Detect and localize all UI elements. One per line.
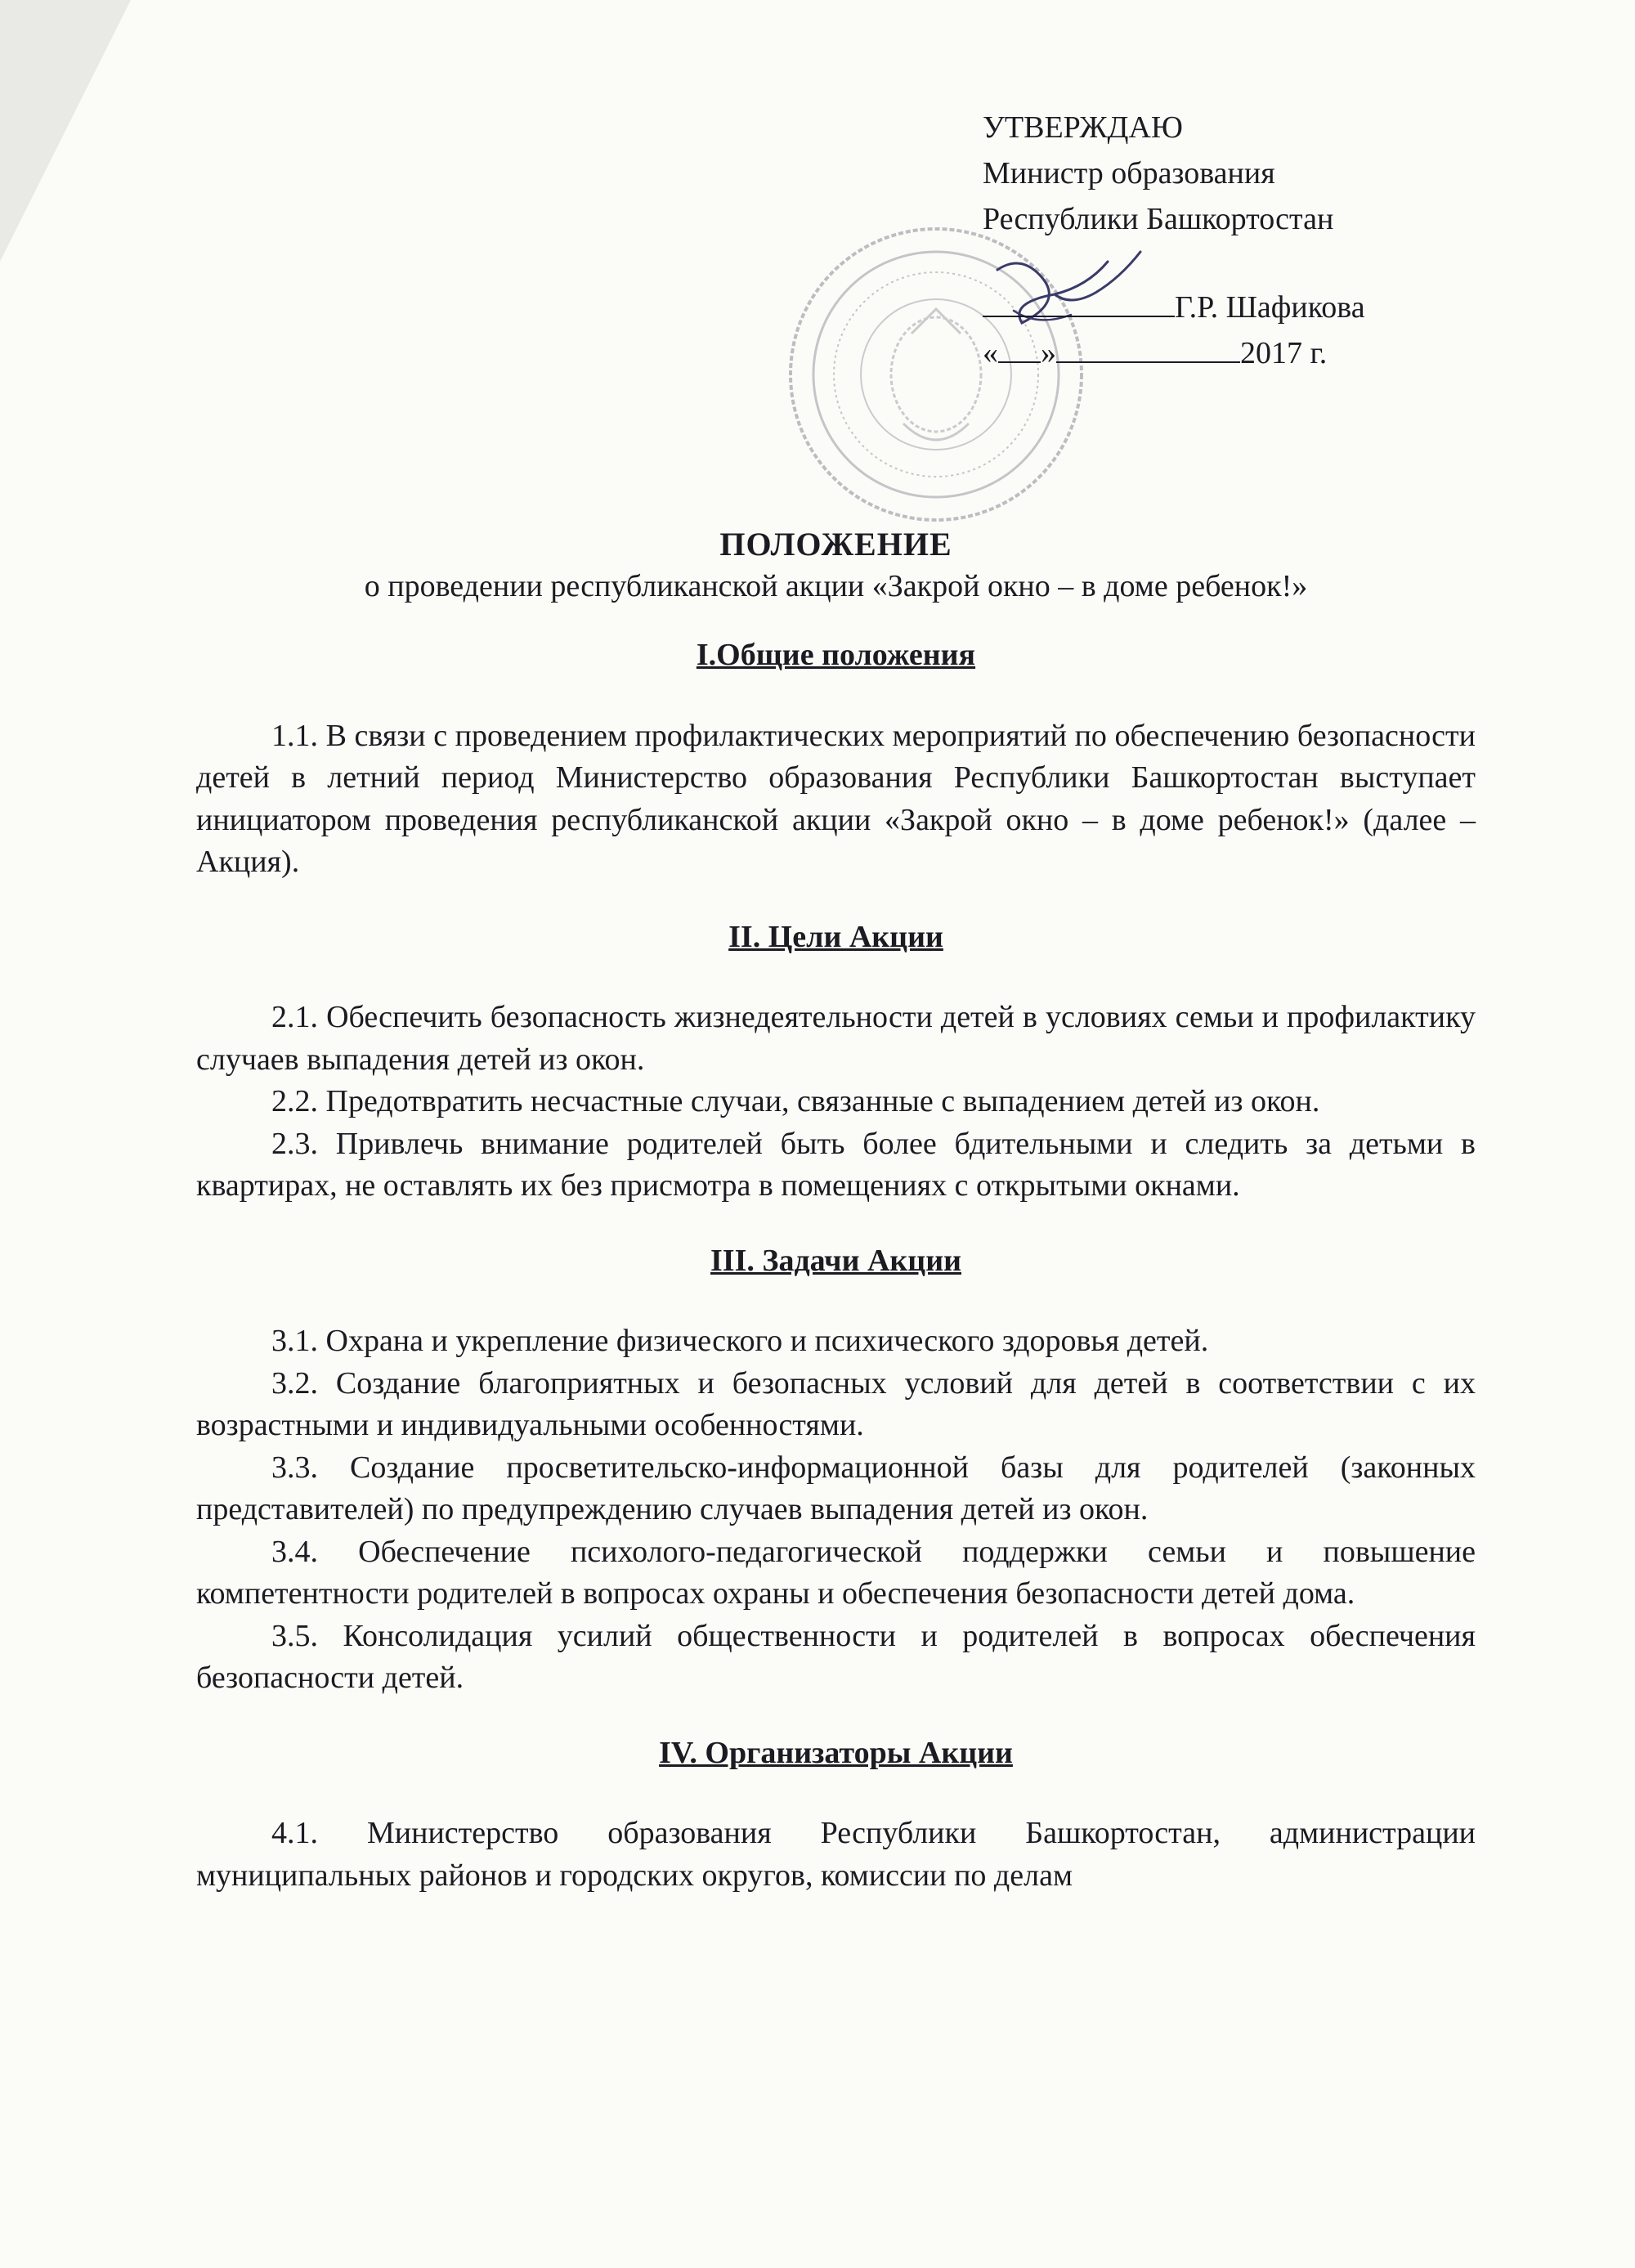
paragraph: 2.2. Предотвратить несчастные случаи, связанные с выпадением детей из окон. [271,1084,1320,1118]
scan-folded-corner [0,0,131,262]
document-title: ПОЛОЖЕНИЕ [719,526,952,563]
paragraph: 2.1. Обеспечить безопасность жизнедеятельности детей в условиях семьи и профилактику случаев выпадения детей из окон. [196,1000,1476,1077]
document-subtitle: о проведении республиканской акции «Закрой окно – в доме ребенок!» [364,568,1308,603]
paragraph: 2.3. Привлечь внимание родителей быть более бдительными и следить за детьми в квартирах, не оставлять их без присмотра в помещениях с открытыми окнами. [196,1126,1476,1203]
approval-position-line1: Министр образования [983,156,1275,190]
approval-year: 2017 г. [1240,336,1328,370]
section-heading: I.Общие положения [696,638,976,672]
approval-position-line2: Республики Башкортостан [983,202,1334,236]
date-close-quote: » [1041,336,1056,370]
paragraph: 3.5. Консолидация усилий общественности и родителей в вопросах обеспечения безопасности детей. [196,1618,1476,1695]
approval-date-line [983,330,1365,376]
date-open-quote: « [983,336,998,370]
approval-signatory: Г.Р. Шафикова [1175,290,1365,325]
approval-stamp-word: УТВЕРЖДАЮ [983,110,1183,145]
paragraph: 3.1. Охрана и укрепление физического и психического здоровья детей. [271,1324,1209,1358]
paragraph: 3.2. Создание благоприятных и безопасных условий для детей в соответствии с их возрастными и индивидуальными особенностями. [196,1365,1476,1442]
approval-signature-line [983,285,1365,330]
document-body [196,523,1476,1897]
section-heading: III. Задачи Акции [710,1243,961,1278]
paragraph: 4.1. Министерство образования Республики Башкортостан, администрации муниципальных районов и городских округов, комиссии по делам [196,1816,1476,1893]
date-month-blank [1056,330,1240,363]
date-day-blank [998,330,1041,363]
approval-block [983,105,1365,376]
paragraph: 1.1. В связи с проведением профилактических мероприятий по обеспечению безопасности детей в летний период Министерство образования Республики Башкортостан выступает инициатором проведения республиканской акции «Закрой окно – в доме ребенок!» (далее – Акция). [196,718,1476,879]
section-heading: IV. Организаторы Акции [659,1735,1013,1770]
paragraph: 3.3. Создание просветительско-информационной базы для родителей (законных представителей) по предупреждению случаев выпадения детей из окон. [196,1450,1476,1526]
paragraph: 3.4. Обеспечение психолого-педагогической поддержки семьи и повышение компетентности родителей в вопросах охраны и обеспечения безопасности детей дома. [196,1534,1476,1611]
signature-blank-line [983,285,1175,317]
section-heading: II. Цели Акции [728,919,943,954]
